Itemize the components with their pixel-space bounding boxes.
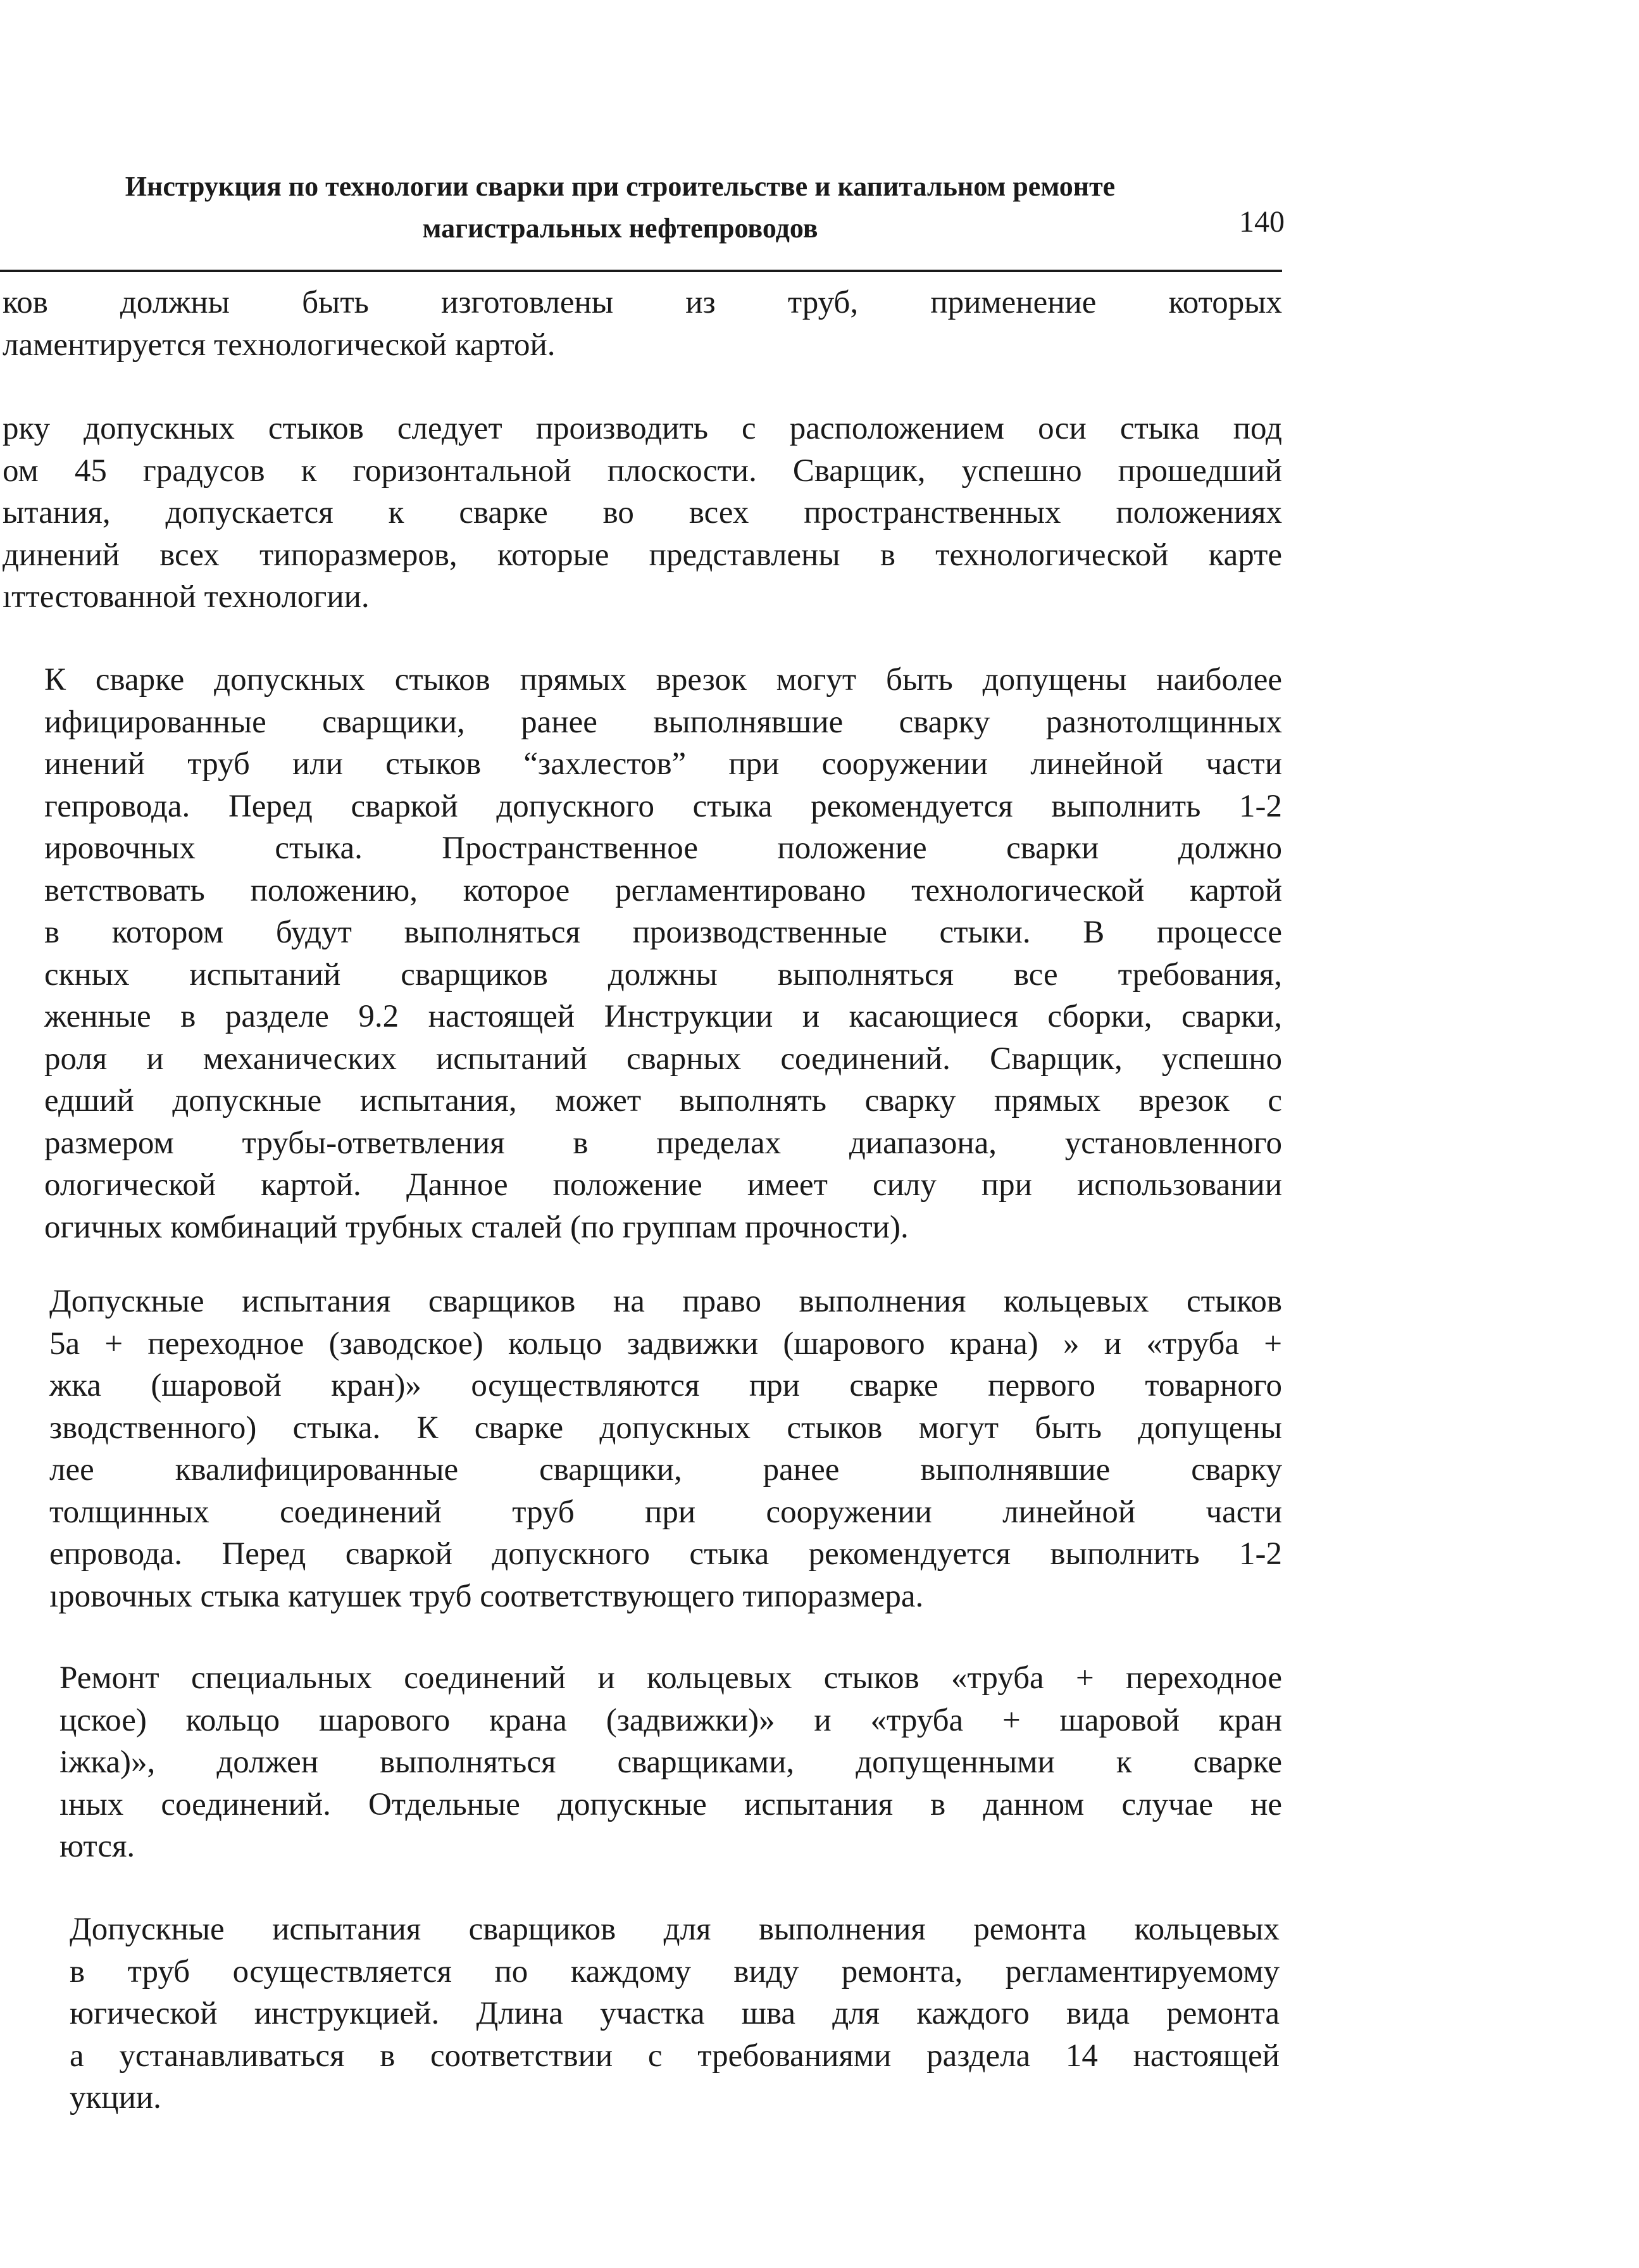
text-line: епровода. Перед сваркой допускного стыка рекомендуется выполнить 1-2 <box>49 1536 1282 1572</box>
text-line: инений труб или стыков “захлестов” при сооружении линейной части <box>44 746 1282 782</box>
paragraph <box>49 1281 1282 1617</box>
text-line: ировочных стыка. Пространственное положение сварки должно <box>44 830 1282 866</box>
text-line: зводственного) стыка. К сварке допускных стыков могут быть допущены <box>49 1410 1282 1446</box>
text-line: лее квалифицированные сварщики, ранее выполнявшие сварку <box>49 1452 1282 1488</box>
text-line: Ремонт специальных соединений и кольцевых стыков «труба + переходное <box>59 1660 1282 1696</box>
text-line: огичных комбинаций трубных сталей (по группам прочности). <box>44 1209 909 1245</box>
document-title-line-2: магистральных нефтепроводов <box>422 213 818 244</box>
text-line: едший допускные испытания, может выполнять сварку прямых врезок с <box>44 1083 1282 1118</box>
page-number: 140 <box>1239 205 1285 239</box>
text-line: женные в разделе 9.2 настоящей Инструкции и касающиеся сборки, сварки, <box>44 999 1282 1034</box>
text-line: динений всех типоразмеров, которые представлены в технологической карте <box>3 537 1282 573</box>
text-line: жка (шаровой кран)» осуществляются при сварке первого товарного <box>49 1368 1282 1403</box>
text-line: іжка)», должен выполняться сварщиками, допущенными к сварке <box>59 1745 1282 1780</box>
text-line: ıных соединений. Отдельные допускные испытания в данном случае не <box>59 1786 1282 1822</box>
text-line: ламентируется технологической картой. <box>3 327 556 363</box>
text-line: толщинных соединений труб при сооружении линейной части <box>49 1494 1282 1530</box>
text-line: укции. <box>70 2080 161 2115</box>
text-line: цское) кольцо шарового крана (задвижки)» и «труба + шаровой кран <box>59 1702 1282 1738</box>
document-header <box>25 166 1215 249</box>
text-line: в труб осуществляется по каждому виду ремонта, регламентируемому <box>70 1953 1280 1989</box>
text-line: в котором будут выполняться производственные стыки. В процессе <box>44 915 1282 950</box>
paragraph <box>59 1657 1282 1868</box>
text-line: гепровода. Перед сваркой допускного стыка рекомендуется выполнить 1-2 <box>44 788 1282 824</box>
text-line: ом 45 градусов к горизонтальной плоскости. Сварщик, успешно прошедший <box>3 453 1282 489</box>
text-line: Допускные испытания сварщиков на право выполнения кольцевых стыков <box>49 1284 1282 1319</box>
paragraph <box>70 1908 1280 2119</box>
text-line: ытания, допускается к сварке во всех пространственных положениях <box>3 495 1282 530</box>
text-line: скных испытаний сварщиков должны выполняться все требования, <box>44 956 1282 993</box>
text-line: 5а + переходное (заводское) кольцо задвижки (шарового крана) » и «труба + <box>49 1325 1282 1362</box>
header-divider <box>0 270 1282 272</box>
text-line: ветствовать положению, которое регламентировано технологической картой <box>44 872 1282 908</box>
text-line: ıттестованной технологии. <box>3 579 370 615</box>
text-line: К сварке допускных стыков прямых врезок могут быть допущены наиболее <box>44 662 1282 698</box>
text-line: ıровочных стыка катушек труб соответствующего типоразмера. <box>49 1578 924 1614</box>
text-line: размером трубы-ответвления в пределах диапазона, установленного <box>44 1125 1282 1161</box>
text-line: а устанавливаться в соответствии с требованиями раздела 14 настоящей <box>70 2038 1280 2074</box>
text-line: ифицированные сварщики, ранее выполнявшие сварку разнотолщинных <box>44 704 1282 740</box>
text-line: ков должны быть изготовлены из труб, применение которых <box>3 285 1282 320</box>
paragraph <box>44 659 1282 1248</box>
document-title-line-1: Инструкция по технологии сварки при строительстве и капитальном ремонте <box>125 171 1116 202</box>
paragraph <box>3 408 1282 618</box>
text-line: роля и механических испытаний сварных соединений. Сварщик, успешно <box>44 1041 1282 1077</box>
text-line: югической инструкцией. Длина участка шва для каждого вида ремонта <box>70 1996 1280 2031</box>
paragraph <box>3 282 1282 366</box>
text-line: ются. <box>59 1829 135 1864</box>
text-line: рку допускных стыков следует производить с расположением оси стыка под <box>3 411 1282 446</box>
text-line: Допускные испытания сварщиков для выполнения ремонта кольцевых <box>70 1912 1280 1947</box>
text-line: ологической картой. Данное положение имеет силу при использовании <box>44 1167 1282 1203</box>
